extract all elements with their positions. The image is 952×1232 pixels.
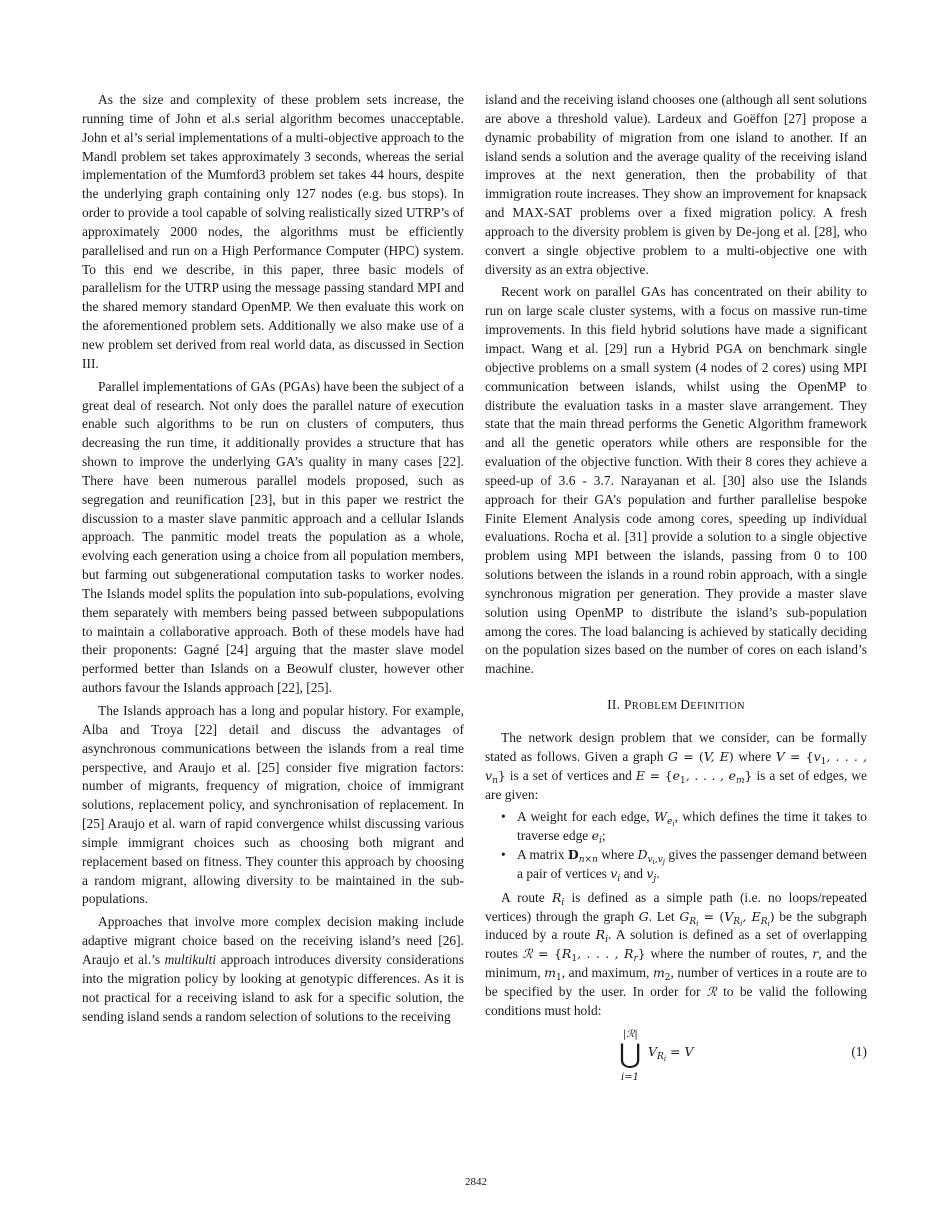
equation-body: $V_{R_i} = V$ <box>648 1043 694 1063</box>
equation-number: (1) <box>851 1043 867 1059</box>
right-column <box>485 91 867 1091</box>
page-number: 2842 <box>465 1176 487 1188</box>
paragraph-route-definition: A route $R_i$ is defined as a simple path (i.e. no loops/repeated vertices) through the graph G. Let $G_{R_i} = (V_{R_i}$, $E_{R_i}$) be the subgraph induced by a route $R_i$. A solution is defined as a set of overlapping routes ℛ = {$R_1$, . . . , $R_r$} where the number of routes, r, and the minimum, $m_1$, and maximum, $m_2$, number of vertices in a route are to be specified by the user. In order for ℛ to be valid the following conditions must hold: <box>485 889 867 1018</box>
list-item-demand-matrix: • A matrix $D_{n\times n}$ where $D_{v_i,v_j}$ gives the passenger demand between a pair of vertices $v_i$ and $v_j$. <box>501 847 867 884</box>
multikulti-term: multikulti <box>164 951 217 967</box>
paragraph-parallel-implementations: Parallel implementations of GAs (PGAs) have been the subject of a great deal of research. Not only does the parallel nature of execution enable such algorithms to be run on clusters of computers, thus decreasing the run time, it additionally provides a structure that has shown to improve the underlying GA’s quality in many cases [22]. There have been numerous parallel models proposed, such as segregation and reunification [23], but in this paper we restrict the discussion to a master slave panmitic approach and a cellular Islands approach. The panmitic model treats the population as a whole, evolving each generation using a choice from all population members, but farming out subgenerational computation tasks to worker nodes. The Islands model splits the population into sub-populations, evolving them separately with members being passed between subpopulations to maintain a collaborative approach. Both of these models have had their proponents: Gagné [24] arguing that the master slave model performed better than Islands on a Beowulf cluster, however other authors favour the Islands approach [22], [25]. <box>82 378 464 696</box>
union-symbol: ⋃ <box>619 1038 642 1070</box>
paragraph-migration-continued: island and the receiving island chooses one (although all sent solutions are above a threshold value). Lardeux and Goëffon [27] propose a dynamic probability of migration from one island to another. If an island sends a solution and the average quality of the receiving island improves at the next generation, then the probability of that immigration route increases. They show an improvement for knapsack and MAX-SAT problems over a fixed migration policy. A fresh approach to the diversity problem is given by De-jong et al. [28], who convert a single objective problem to a multi-objective one with diversity as an extra objective. <box>485 92 867 277</box>
union-upper-limit: |ℛ| <box>623 1028 638 1040</box>
paragraph-network-design: The network design problem that we consider, can be formally stated as follows. Given a graph G = (V, E) where $V = \{v_1$, . . . , $v_n$} is a set of vertices and $E = \{e_1$, . . . , $e_m$} is a set of edges, we are given: <box>485 730 867 802</box>
equation-1 <box>485 1028 867 1091</box>
section-heading-problem-definition: II. PROBLEM DEFINITION <box>607 697 745 713</box>
given-items-list <box>485 808 867 883</box>
list-item-edge-weight: • A weight for each edge, $W_{e_i}$, which defines the time it takes to traverse edge $e_i$; <box>501 809 867 847</box>
paragraph-adaptive-migration: Approaches that involve more complex decision making include adaptive migrant choice based on the receiving island’s need [26]. Araujo et al.’s multikulti approach introduces diversity considerations into the migration policy by looking at genotypic differences. As it is not practical for a receiving island to ask for a specific solution, the sending island sends a random selection of solutions to the receiving <box>82 914 464 1024</box>
paragraph-problem-size: As the size and complexity of these problem sets increase, the running time of John et al.s serial algorithm becomes unacceptable. John et al’s serial implementations of a multi-objective approach to the Mandl problem set takes approximately 3 seconds, whereas the serial implementation of the Mumford3 problem set takes 44 hours, despite the underlying graph containing only 127 nodes (e.g. bus stops). In order to provide a tool capable of solving realistically sized UTRP’s of approximately 2000 nodes, the algorithms must be efficiently parallelised and run on a High Performance Computer (HPC) system. To this end we describe, in this paper, three basic models of parallelism for the UTRP using the message passing standard MPI and the shared memory standard OpenMP. We then evaluate this work on the aforementioned problem sets. Additionally we also make use of a new problem set derived from real world data, as discussed in Section III. <box>82 92 464 371</box>
union-lower-limit: i=1 <box>621 1071 639 1083</box>
paragraph-recent-work: Recent work on parallel GAs has concentrated on their ability to run on large scale cluster systems, with a focus on massive run-time improvements. In this field hybrid solutions have made a significant impact. Wang et al. [29] run a Hybrid PGA on benchmark single objective problems on a small system (4 nodes of 2 cores) using MPI communication between islands, whilst using the OpenMP to distribute the evaluation tasks in a master slave arrangement. They state that the main thread performs the Genetic Algorithm framework and all the genetic operators while others are responsible for the evaluation of the objective function. With their 8 cores they achieve a speed-up of 3.6 - 3.7. Narayanan et al. [30] also use the Islands approach for their GA’s population and further parallelise bespoke Finite Element Analysis code among cores, speeding up individual evaluations. Rocha et al. [31] provide a solution to a single objective problem using MPI between the islands, passing from 0 to 100 solutions between the islands in a round robin approach, with a single synchronous migration per generation. They provide a master slave solution using OpenMP to distribute the island’s sub-population among the cores. The load balancing is achieved by statically deciding on the population sizes based on the number of cores on each island’s machine. <box>485 284 867 677</box>
paragraph-islands-approach: The Islands approach has a long and popular history. For example, Alba and Troya [22] detail and discuss the advantages of asynchronous communications between the islands from a real time perspective, and Araujo et al. [25] consider five migration factors: number of migrants, frequency of migration, choice of immigrant solutions, replacement policy, and synchronisation of replacement. In [25] Araujo et al. warn of rapid convergence whilst discussing various simple immigrant choices such as choosing both migrant and replacement based on fitness. They counter this approach by choosing a random migrant, allowing diversity to be maintained in the sub-populations. <box>82 703 464 907</box>
left-column <box>82 91 464 1030</box>
